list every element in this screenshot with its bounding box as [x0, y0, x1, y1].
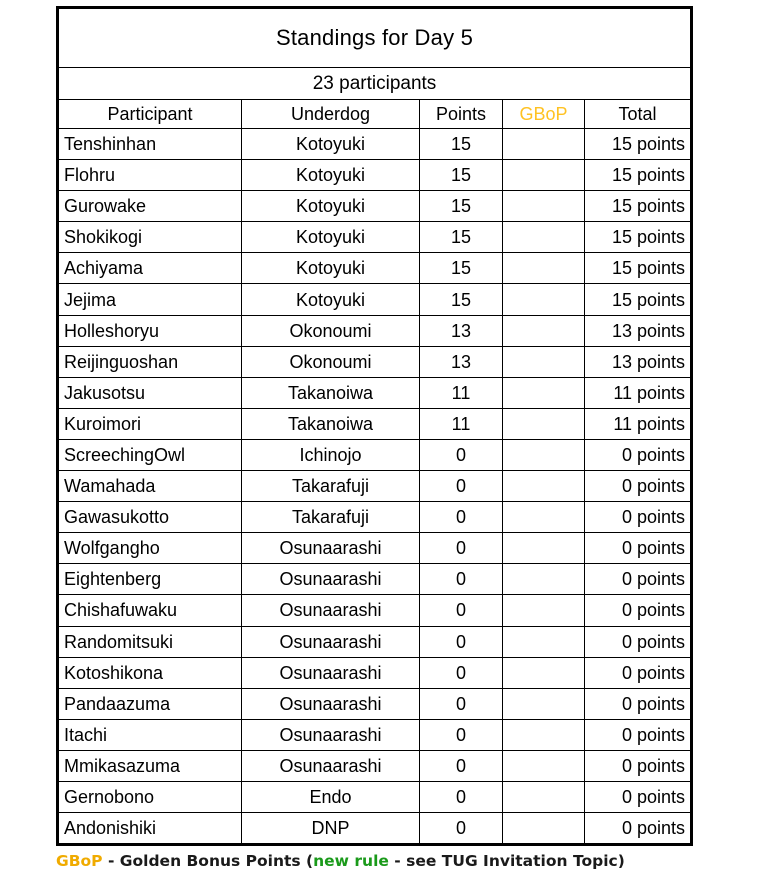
cell-participant: Eightenberg: [58, 564, 242, 595]
cell-underdog: Osunaarashi: [242, 657, 420, 688]
cell-points: 0: [420, 657, 503, 688]
table-row: [58, 129, 692, 160]
cell-points: 0: [420, 813, 503, 845]
table-row: [58, 160, 692, 191]
cell-participant: Randomitsuki: [58, 626, 242, 657]
cell-total: 0 points: [585, 813, 692, 845]
cell-points: 11: [420, 408, 503, 439]
cell-participant: Wamahada: [58, 471, 242, 502]
cell-underdog: Okonoumi: [242, 315, 420, 346]
table-row: [58, 408, 692, 439]
cell-gbop: [503, 750, 585, 781]
cell-gbop: [503, 564, 585, 595]
cell-participant: Achiyama: [58, 253, 242, 284]
cell-points: 0: [420, 595, 503, 626]
legend-segment-plain: - see TUG Invitation Topic): [388, 852, 625, 870]
cell-participant: Reijinguoshan: [58, 346, 242, 377]
cell-participant: Tenshinhan: [58, 129, 242, 160]
cell-total: 0 points: [585, 626, 692, 657]
cell-underdog: Osunaarashi: [242, 564, 420, 595]
cell-points: 0: [420, 626, 503, 657]
cell-points: 15: [420, 253, 503, 284]
cell-participant: Shokikogi: [58, 222, 242, 253]
cell-total: 11 points: [585, 408, 692, 439]
cell-gbop: [503, 781, 585, 812]
cell-total: 15 points: [585, 160, 692, 191]
table-header-row: [58, 100, 692, 129]
standings-table-container: [56, 6, 690, 846]
cell-gbop: [503, 626, 585, 657]
cell-points: 15: [420, 160, 503, 191]
table-row: [58, 688, 692, 719]
cell-gbop: [503, 813, 585, 845]
cell-total: 0 points: [585, 750, 692, 781]
table-row: [58, 284, 692, 315]
cell-total: 0 points: [585, 719, 692, 750]
table-row: [58, 750, 692, 781]
cell-points: 15: [420, 222, 503, 253]
cell-participant: Wolfgangho: [58, 533, 242, 564]
table-row: [58, 191, 692, 222]
cell-underdog: Kotoyuki: [242, 191, 420, 222]
cell-participant: ScreechingOwl: [58, 439, 242, 470]
cell-total: 0 points: [585, 595, 692, 626]
cell-participant: Jakusotsu: [58, 377, 242, 408]
cell-gbop: [503, 408, 585, 439]
cell-underdog: Osunaarashi: [242, 626, 420, 657]
cell-gbop: [503, 502, 585, 533]
cell-underdog: Takanoiwa: [242, 408, 420, 439]
table-row: [58, 346, 692, 377]
table-row: [58, 781, 692, 812]
table-row: [58, 377, 692, 408]
participant-count: 23 participants: [58, 68, 692, 100]
cell-underdog: DNP: [242, 813, 420, 845]
column-header-total: Total: [585, 100, 692, 129]
cell-points: 15: [420, 129, 503, 160]
cell-gbop: [503, 471, 585, 502]
column-header-participant: Participant: [58, 100, 242, 129]
table-title-row: [58, 8, 692, 68]
cell-underdog: Endo: [242, 781, 420, 812]
cell-gbop: [503, 129, 585, 160]
table-row: [58, 719, 692, 750]
cell-participant: Gurowake: [58, 191, 242, 222]
cell-points: 13: [420, 346, 503, 377]
cell-total: 0 points: [585, 471, 692, 502]
table-row: [58, 533, 692, 564]
cell-gbop: [503, 377, 585, 408]
cell-total: 0 points: [585, 439, 692, 470]
cell-points: 0: [420, 719, 503, 750]
cell-underdog: Osunaarashi: [242, 719, 420, 750]
table-row: [58, 564, 692, 595]
column-header-gbop: GBoP: [503, 100, 585, 129]
cell-points: 0: [420, 439, 503, 470]
table-row: [58, 222, 692, 253]
cell-points: 0: [420, 750, 503, 781]
cell-participant: Chishafuwaku: [58, 595, 242, 626]
cell-underdog: Kotoyuki: [242, 129, 420, 160]
cell-gbop: [503, 191, 585, 222]
legend-segment-new: new rule: [313, 852, 389, 870]
table-row: [58, 471, 692, 502]
cell-points: 15: [420, 284, 503, 315]
cell-gbop: [503, 346, 585, 377]
cell-total: 0 points: [585, 781, 692, 812]
cell-total: 0 points: [585, 502, 692, 533]
cell-total: 0 points: [585, 564, 692, 595]
page-title: Standings for Day 5: [58, 8, 692, 68]
table-row: [58, 813, 692, 845]
cell-gbop: [503, 688, 585, 719]
cell-points: 0: [420, 533, 503, 564]
cell-underdog: Osunaarashi: [242, 688, 420, 719]
cell-gbop: [503, 719, 585, 750]
cell-underdog: Ichinojo: [242, 439, 420, 470]
cell-underdog: Osunaarashi: [242, 595, 420, 626]
cell-participant: Gawasukotto: [58, 502, 242, 533]
table-row: [58, 595, 692, 626]
cell-participant: Itachi: [58, 719, 242, 750]
cell-points: 0: [420, 502, 503, 533]
cell-underdog: Takarafuji: [242, 502, 420, 533]
cell-points: 0: [420, 781, 503, 812]
cell-points: 13: [420, 315, 503, 346]
cell-participant: Mmikasazuma: [58, 750, 242, 781]
cell-underdog: Kotoyuki: [242, 284, 420, 315]
cell-participant: Pandaazuma: [58, 688, 242, 719]
cell-points: 0: [420, 688, 503, 719]
cell-gbop: [503, 160, 585, 191]
cell-total: 0 points: [585, 688, 692, 719]
table-subtitle-row: [58, 68, 692, 100]
cell-underdog: Osunaarashi: [242, 533, 420, 564]
cell-underdog: Osunaarashi: [242, 750, 420, 781]
cell-underdog: Okonoumi: [242, 346, 420, 377]
cell-gbop: [503, 222, 585, 253]
cell-total: 0 points: [585, 533, 692, 564]
table-row: [58, 315, 692, 346]
cell-gbop: [503, 284, 585, 315]
table-row: [58, 439, 692, 470]
cell-gbop: [503, 533, 585, 564]
cell-total: 13 points: [585, 346, 692, 377]
cell-underdog: Takarafuji: [242, 471, 420, 502]
cell-underdog: Kotoyuki: [242, 253, 420, 284]
cell-total: 11 points: [585, 377, 692, 408]
cell-total: 15 points: [585, 284, 692, 315]
cell-total: 0 points: [585, 657, 692, 688]
standings-table: [56, 6, 693, 846]
column-header-underdog: Underdog: [242, 100, 420, 129]
cell-points: 11: [420, 377, 503, 408]
cell-points: 0: [420, 471, 503, 502]
cell-total: 15 points: [585, 191, 692, 222]
cell-participant: Holleshoryu: [58, 315, 242, 346]
cell-participant: Kotoshikona: [58, 657, 242, 688]
cell-points: 15: [420, 191, 503, 222]
gbop-legend-note: [56, 852, 625, 870]
cell-underdog: Kotoyuki: [242, 222, 420, 253]
cell-points: 0: [420, 564, 503, 595]
cell-participant: Jejima: [58, 284, 242, 315]
legend-segment-gbop: GBoP: [56, 852, 103, 870]
table-row: [58, 502, 692, 533]
cell-gbop: [503, 315, 585, 346]
legend-segment-plain: - Golden Bonus Points (: [102, 852, 314, 870]
cell-participant: Andonishiki: [58, 813, 242, 845]
cell-gbop: [503, 253, 585, 284]
table-row: [58, 626, 692, 657]
table-row: [58, 657, 692, 688]
cell-total: 15 points: [585, 253, 692, 284]
standings-table-body: [58, 8, 692, 845]
cell-underdog: Kotoyuki: [242, 160, 420, 191]
cell-participant: Kuroimori: [58, 408, 242, 439]
cell-total: 13 points: [585, 315, 692, 346]
cell-gbop: [503, 657, 585, 688]
cell-total: 15 points: [585, 222, 692, 253]
cell-participant: Flohru: [58, 160, 242, 191]
column-header-points: Points: [420, 100, 503, 129]
cell-gbop: [503, 595, 585, 626]
table-row: [58, 253, 692, 284]
cell-total: 15 points: [585, 129, 692, 160]
cell-participant: Gernobono: [58, 781, 242, 812]
cell-gbop: [503, 439, 585, 470]
cell-underdog: Takanoiwa: [242, 377, 420, 408]
